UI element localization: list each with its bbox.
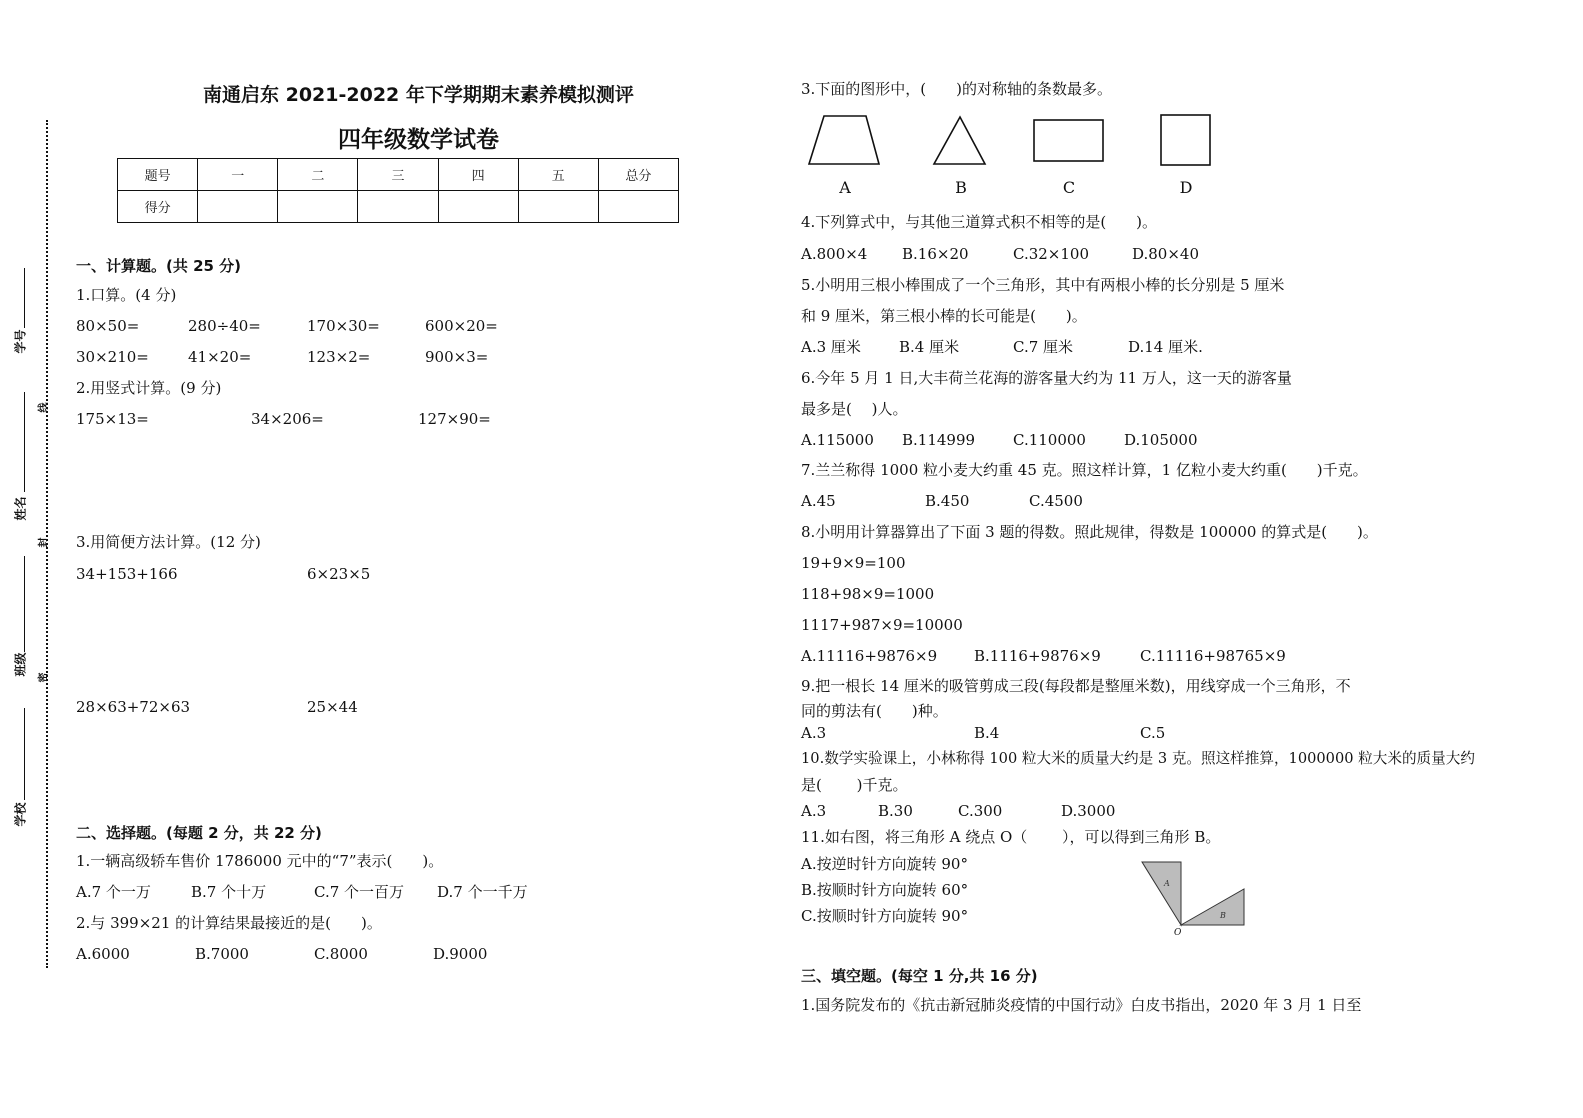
pattern-line: 19+9×9=100 [801,554,906,572]
choice-option: C.7 个一百万 [314,883,405,901]
q1-title: 1.口算。(4 分) [76,286,177,304]
school-underline [24,708,25,800]
simplify-calc-item: 28×63+72×63 [76,698,191,716]
choice-option: D.80×40 [1132,245,1200,263]
choice-2-question: 2.与 399×21 的计算结果最接近的是( )。 [76,914,382,932]
choice-option: B.30 [878,802,913,820]
oral-calc-item: 80×50= [76,317,140,335]
choice-option: C.4500 [1029,492,1083,510]
class-underline [24,556,25,652]
score-table-score-row [118,191,679,223]
choice-option: D.9000 [433,945,488,963]
oral-calc-item: 900×3= [425,348,489,366]
id-underline [24,268,25,328]
score-cell: 题号 [118,159,198,191]
exam-subtitle: 四年级数学试卷 [338,127,499,153]
choice-option: C.按顺时针方向旋转 90° [801,907,969,925]
binding-field-school: 学校 [13,802,28,827]
oral-calc-item: 280÷40= [188,317,261,335]
oral-calc-item: 600×20= [425,317,498,335]
q2-title: 2.用竖式计算。(9 分) [76,379,222,397]
simplify-calc-item: 6×23×5 [307,565,371,583]
choice-option: B.16×20 [902,245,969,263]
symmetry-shapes-figure [800,108,1230,170]
score-blank[interactable] [358,191,438,223]
score-table-header-row [118,159,679,191]
score-blank[interactable] [198,191,278,223]
score-blank[interactable] [278,191,358,223]
score-blank[interactable] [598,191,678,223]
binding-mark-secret: 密 [38,672,50,683]
pattern-line: 1117+987×9=10000 [801,616,963,634]
choice-option: A.7 个一万 [76,883,151,901]
choice-option: A.3 [801,724,827,742]
vertical-calc-item: 127×90= [418,410,491,428]
shape-label: D [1179,178,1193,197]
choice-option: B.按顺时针方向旋转 60° [801,881,969,899]
rectangle-shape [1034,120,1103,161]
score-cell: 五 [518,159,598,191]
choice-9-question-cont: 同的剪法有( )种。 [801,702,948,720]
fill-1-question: 1.国务院发布的《抗击新冠肺炎疫情的中国行动》白皮书指出，2020 年 3 月 1 日至 [801,996,1362,1014]
choice-option: A.45 [801,492,836,510]
choice-option: B.1116+9876×9 [974,647,1101,665]
choice-option: A.6000 [76,945,130,963]
choice-4-question: 4.下列算式中，与其他三道算式积不相等的是( )。 [801,213,1158,231]
choice-option: D.7 个一千万 [437,883,528,901]
vertical-calc-item: 34×206= [251,410,324,428]
score-cell: 二 [278,159,358,191]
choice-11-question: 11.如右图，将三角形 A 绕点 O（ ），可以得到三角形 B。 [801,828,1221,846]
choice-option: B.450 [925,492,970,510]
choice-5-question: 5.小明用三根小棒围成了一个三角形，其中有两根小棒的长分别是 5 厘米 [801,276,1285,294]
choice-5-question-cont: 和 9 厘米，第三根小棒的长可能是( )。 [801,307,1087,325]
choice-10-question-cont: 是( )千克。 [801,776,908,794]
oral-calc-item: 123×2= [307,348,371,366]
choice-option: B.7000 [195,945,249,963]
choice-7-question: 7.兰兰称得 1000 粒小麦大约重 45 克。照这样计算，1 亿粒小麦大约重( )千克。 [801,461,1368,479]
q3-title: 3.用简便方法计算。(12 分) [76,533,261,551]
choice-option: A.800×4 [801,245,868,263]
choice-option: A.3 厘米 [801,338,861,356]
triangle-b-shape [1181,889,1244,925]
score-cell: 总分 [598,159,678,191]
simplify-calc-item: 25×44 [307,698,358,716]
choice-9-question: 9.把一根长 14 厘米的吸管剪成三段(每段都是整厘米数)，用线穿成一个三角形，不 [801,677,1351,695]
simplify-calc-item: 34+153+166 [76,565,178,583]
choice-option: B.4 厘米 [899,338,960,356]
shape-label: C [1062,178,1076,197]
pattern-line: 118+98×9=1000 [801,585,935,603]
choice-option: B.4 [974,724,1000,742]
section-1-title: 一、计算题。(共 25 分) [76,257,242,275]
score-cell: 四 [438,159,518,191]
square-shape [1161,115,1210,165]
score-cell: 一 [198,159,278,191]
binding-mark-line: 线 [38,402,50,413]
exam-title: 南通启东 2021-2022 年下学期期末素养模拟测评 [203,84,634,106]
choice-option: D.105000 [1124,431,1198,449]
vertical-calc-item: 175×13= [76,410,149,428]
choice-option: B.7 个十万 [191,883,267,901]
choice-option: D.14 厘米. [1128,338,1203,356]
binding-mark-seal: 封 [38,537,50,548]
choice-option: C.7 厘米 [1013,338,1074,356]
rotation-triangles-figure [1138,858,1248,936]
triangle-shape [934,117,985,164]
section-3-title: 三、填空题。(每空 1 分,共 16 分) [801,967,1038,985]
oral-calc-item: 30×210= [76,348,149,366]
choice-option: A.115000 [801,431,874,449]
score-cell: 得分 [118,191,198,223]
section-2-title: 二、选择题。(每题 2 分，共 22 分) [76,824,322,842]
choice-option: C.110000 [1013,431,1086,449]
score-blank[interactable] [438,191,518,223]
name-underline [24,392,25,492]
binding-field-class: 班级 [13,652,28,677]
choice-option: C.32×100 [1013,245,1089,263]
choice-option: B.114999 [902,431,976,449]
choice-option: C.5 [1140,724,1166,742]
shape-label: A [839,178,851,197]
choice-10-question: 10.数学实验课上，小林称得 100 粒大米的质量大约是 3 克。照这样推算，1000000 粒大米的质量大约 [801,750,1475,767]
trapezoid-shape [809,116,879,164]
choice-3-question: 3.下面的图形中，( )的对称轴的条数最多。 [801,80,1113,98]
triangle-a-shape [1142,862,1181,925]
choice-option: A.按逆时针方向旋转 90° [801,855,968,873]
binding-field-id: 学号 [13,329,28,354]
choice-6-question: 6.今年 5 月 1 日,大丰荷兰花海的游客量大约为 11 万人，这一天的游客量 [801,369,1292,387]
oral-calc-item: 41×20= [188,348,252,366]
choice-6-question-cont: 最多是( )人。 [801,400,908,418]
choice-option: C.8000 [314,945,368,963]
oral-calc-item: 170×30= [307,317,380,335]
triangle-b-label: B [1220,911,1226,920]
choice-option: C.11116+98765×9 [1140,647,1286,665]
binding-field-name: 姓名 [13,496,28,521]
shape-label: B [955,178,967,197]
score-blank[interactable] [518,191,598,223]
choice-option: D.3000 [1061,802,1116,820]
choice-option: C.300 [958,802,1003,820]
point-o-label: O [1174,928,1182,936]
triangle-a-label: A [1164,879,1170,888]
choice-1-question: 1.一辆高级轿车售价 1786000 元中的“7”表示( )。 [76,852,444,870]
choice-option: A.3 [801,802,827,820]
score-cell: 三 [358,159,438,191]
choice-option: A.11116+9876×9 [801,647,938,665]
score-table [117,158,679,223]
choice-8-question: 8.小明用计算器算出了下面 3 题的得数。照此规律，得数是 100000 的算式是( )。 [801,523,1378,541]
